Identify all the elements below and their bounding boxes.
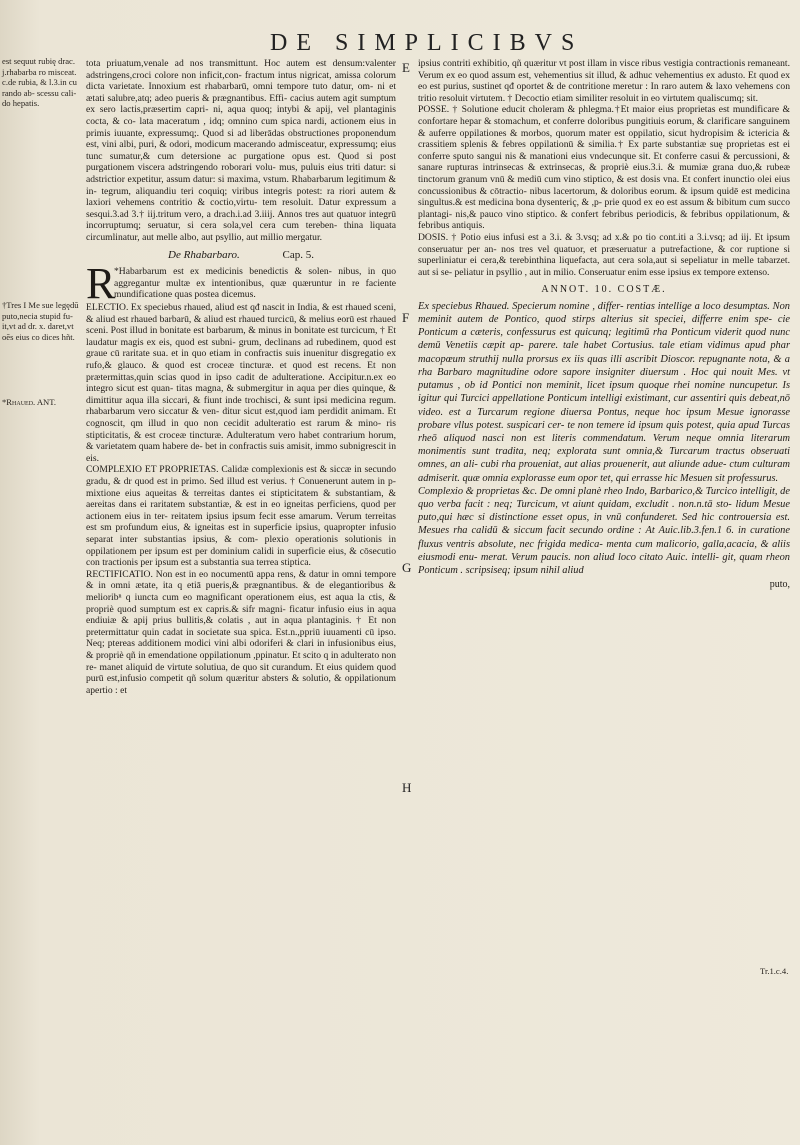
running-head (270, 30, 790, 57)
right-column (418, 58, 790, 591)
drop-cap: R (86, 259, 116, 309)
chapter-title: De Rhabarbaro. (168, 248, 240, 261)
paragraph: tota priuatum,venale ad nos transmittunt. Hoc autem est densum:valenter adstringens,croci colore non inficit,con- fractum intus nigricat, amissa colorum dicta varietate. Innoxium est rhabarbarū, omni tempore tuto datur, om- ni et ætati salubre,atq; adeo pueris & prægnantibus. Effi- cacius autem agit sumptum ex sero lactis,præsertim capri- ni, aqua quoq; intybi & apij, vel plantaginis cocta, & co- lata maceratum , idq; omnino cum spica nardi, actionem eius in primis iuuante, expressumq;. Quod si ad liberādas obstructiones proponendum est, vini albi, puri, & odori, modicum macerando admisceatur, expressumq; eius tunc sumatur,& cum detersione ac purgatione opus est. Quod si post purgationem viscera adstringendo roborari volu- mus, puluis eius triti datur: si adstrictior expetitur, assum datur: si maxima, vstum. Rhabarbarum legitimum & in- tegrum, aliquandiu teri coquiq; viribus integris potest: ra riori autem & laxiori vehemens contritio & coctio,virtu- tem resoluit. Datur expressum a sesqui.3.ad 3.† iij.tritum vero, a drach.i.ad 3.iiij. Annos tres aut quatuor integrū incorruptumq; seruatur, si cera sola,vel cera cum tereben- thina liquata circumlinatur, aut melle albo, aut psyllio, aut millio mergatur. (86, 58, 396, 243)
paragraph: ipsius contriti exhibitio, qñ quæritur vt post illam in visce ribus vestigia contractionis remaneant. Verum ex eo quod assum est, vehementius sit illud, & adhuc vehementius ex adusto. Et quod ex eo est purius, sustinet qđ oportet & de contritione meretur : In raro autem & laxo vehemens con tritio resoluit virtutem. † Decoctio etiam similiter resoluit in eo virtutem qualiscumq; sit. (418, 58, 790, 104)
margin-letter-h: H (402, 780, 412, 795)
annotation-paragraph: Ex speciebus Rhaued. Specierum nomine , differ- rentias intellige a loco desumptas. Non meminit autem de Pontico, quod stirps alterius sit speciei, differre enim spe- cie Ponticum a cæteris, confessurus est quicunq; legitimū rha Ponticum viderit quod nunc demū Venetiis cæpit ap- parere. tale habet Cortusius. tale etiam vidimus apud phar macopœum struthij nulla prorsus ex iis quas illi ascribit Dioscor. repugnante nota, & a rha Barbaro magnitudine odore sapore insigniter diuersum . Hoc qui nouit Mes. vt putamus , ob id Pontici non meminit, licet ipsum quoque rhei nomine nuncupetur. Is igitur qui Turcici appellatione Ponticum intelligi existimant, cur assentiri quis debeat,nō video. est a Turcarum regione diuersa Pontus, neque hoc ipsum Mesue ignorasse probare vllus potest. suspicari cer- te non temere id ipsum quis potest, quia apud Turcas rheō aliquod nasci non est literis commendatum. Verum neque omnia literarum monimentis sunt tradita, neq; explorata sunt omnia,& Turcarum tractus obseruati omnes, an ali- cubi rha proueniat, aut alias prouenerit, aut aliunde adue- ctum culturam admiserit. quæ omnia explorasse eum opor tet, qui errasse hic Mesuen sit professurus. (418, 300, 790, 484)
margin-note-right: Tr.1.c.4. (760, 966, 789, 976)
margin-note-1: est sequut rubię drac. j.rhabarba ro misceat. c.de rubia, & l.3.in cu rando ab- scessu cali- do hepatis. (2, 56, 77, 108)
left-column (86, 58, 396, 696)
dropcap-paragraph (86, 259, 396, 309)
catchword: puto, (769, 579, 790, 591)
section-posse: POSSE. † Solutione educit choleram & phlegma.†Et maior eius proprietas est mundificare & confortare hepar & stomachum, et conferre doloribus pungitiuis eorum, & clarificare sanguinem & auferre oppilationes & morbos, quorum mater est oppilatio, sicut hydropisim & ictericia & crassitiem splenis & febres oppilationū & similia.† Ex parte substantiæ suę proprietas est ei conferre sputo sangui nis & manationi eius vndecunque sit. Et conferre casui & percussioni, & sanare rupturas intrinsecas & extrinsecas, & propriè eius.3.i. & mumiæ grana duo,& rubeæ tinctorum granum vnū & mediū cum vino stiptico, & est dosis vna. Et confert inunctio olei eius concussionibus & cōtractio- nibus lacertorum, & doloribus eorum. & ipsum quidē est medicina singultus.& est medicina bona dysenteriç, & ,p- prie quod ex eo est assum & bibitum cum succo plantagi- nis,& pauco vino stiptico. & confert febribus periodicis, & febribus oppilationum, & febribus antiquis. (418, 104, 790, 232)
section-electio: ELECTIO. Ex speciebus rhaued, aliud est qđ nascit in India, & est rhaued sceni, & aliud est rhaued barbarū, & aliud est rhaued turcicū, & melius eorū est rhaued sceni. Post illud in bonitate est barbarum, & minus in bonitate est turcicum, † Et laudatur magis ex eis, quod est subni- grum, declinans ad rubedinem, quod est graue cū raritate sua. et in quo etiam in confractis suis inuenitur disgregatio ex rufo,& glauco. & quod est croceæ tincturæ. et quod est recens. Et non prætermittas,quin scias quod in ipso cadit de adulteratione. Accipitur.n.ex eo integro sicut est quan- titas magna, & submergitur in aqua per dies quinque, & dimittitur aqua illa siccari, & fiunt inde trochisci, & sunt ipsi medicina regum. rhabarbarum vero siccatur & ven- ditur sicut est,quod iam perdidit animam. Et cognoscit, qm illud in quo non cecidit adulteratio est rarum & mino- ris stipticitatis, & est croceæ tincturæ. Adulteratum vero habet contrarium horum, & varietatem quam habere de- bet in confractis suis amisit, immo subnigrescit in eis. (86, 302, 396, 464)
annotation-heading: ANNOT. 10. COSTÆ. (541, 284, 667, 296)
margin-letter-f: F (402, 310, 410, 325)
margin-note-2: †Tres I Me sue legędū puto,necia stupid fu- it,vt ad dr. x. daret,vt oēs eius co dices hñt. (2, 300, 79, 342)
section-dosis: DOSIS. † Potio eius infusi est a 3.i. & 3.vsq; ad x.& po tio cont.iti a 3.i.vsq; ad iij. Et ipsum conseruatur per an- nos tres vel quatuor, et præseruatur a putrefactione, & cor ruptione si superliniatur ei cera,& terebinthina liquefacta, aut cera sola,aut si sepeliatur in melle tabarzet. aut si se- peliatur in psyllio , aut in milio. Conseruatur enim esse ipsius ex tempore extenso. (418, 231, 790, 278)
margin-note-3: *Rhaued. ANT. (2, 397, 57, 407)
margin-letter-e: E (402, 60, 410, 75)
paragraph: *Habarbarum est ex medicinis benedictis & solen- nibus, in quo aggregantur multæ ex intentionibus, quæ quæruntur in re faciente mundificatione quas postea dicemus. (114, 266, 396, 301)
annotation-paragraph: Complexio & proprietas &c. De omni planè rheo Indo, Barbarico,& Turcico intelligit, de quo verba facit : neq; Turcicum, vt aiunt quidam, excludit . non.n.tā sto- lidum Mesue puto,qui hæc si distinctione esset opus, in vnū confunderet. Sed hic controuersia est. Mesues rha calidū & siccum facit secundo ordine : At Auic.lib.3.fen.1 6. in curatione fluxus ventris absolute, nec frigida medica- menta cum malicorio, galla,acacia, & aliis eiusmodi enu- merat. Verum paucis. non aliud loco citato Auic. intelli- git, quam rheon Ponticum . scripsiseq; ipsum nihil aliud (418, 485, 790, 576)
annotation-block (418, 300, 790, 577)
section-rectificatio: RECTIFICATIO. Non est in eo nocumentū appa rens, & datur in omni tempore & in omni ætate, ita q etiā pueris,& prægnantibus. & de elegantioribus & melioribⁿ q iuncta cum eo magnificant operationem eius, est aqua la ctis, & propriè quod sumptum est ex capris.& sifr magni- ficatur infusio eius in aqua endiuiæ & apij prius bullitis,& colatis , aut in aqua plantaginis. † Et non pretermittatur quin cadat in societate sua spica. Est.n.,ppriū iuuamenti cū ipso. Neq; ptereas additionem modici vini albi odoriferi & clari in infusionibus eius, & propriè qñ in emendatione oppilationum ,ppinatur. Et scito q in adulterato non re- manet aliquid de virtute solutiua, de quo sit curandum. Et eius quidem quod purū est,infusio competit qñ solum quæritur absters & solutio, & oppilationum apertio : et (86, 568, 396, 696)
margin-letter-g: G (402, 560, 412, 575)
chapter-number: Cap. 5. (282, 248, 314, 261)
section-complexio: COMPLEXIO ET PROPRIETAS. Calidæ complexionis est & siccæ in secundo gradu, & dr quod est in primo. Sed illud est verius. † Conuenerunt autem in p- mixtione eius aqueitas & terreitas dantes ei stipticitatem & substantiam, & aereitas dans ei raritatem substantiæ, & est in eo igneitas perficiens, quod per actionem eius in ter- reitatem ipsius ipsum fecit esse amarum. Verum terreitas est sm profundum eius, & igneitas est in superficie ipsius, quapropter infusio separat inter substantias ipsius, & com- plexio operationis solutionis in oppilationem per ipsum est per dominium calidi in superficie eius, & cōsecutio con tractionis per ipsum est a substantia sua terrea stiptica. (86, 464, 396, 569)
page-title: DE SIMPLICIBVS (270, 30, 584, 56)
chapter-heading (86, 250, 396, 262)
